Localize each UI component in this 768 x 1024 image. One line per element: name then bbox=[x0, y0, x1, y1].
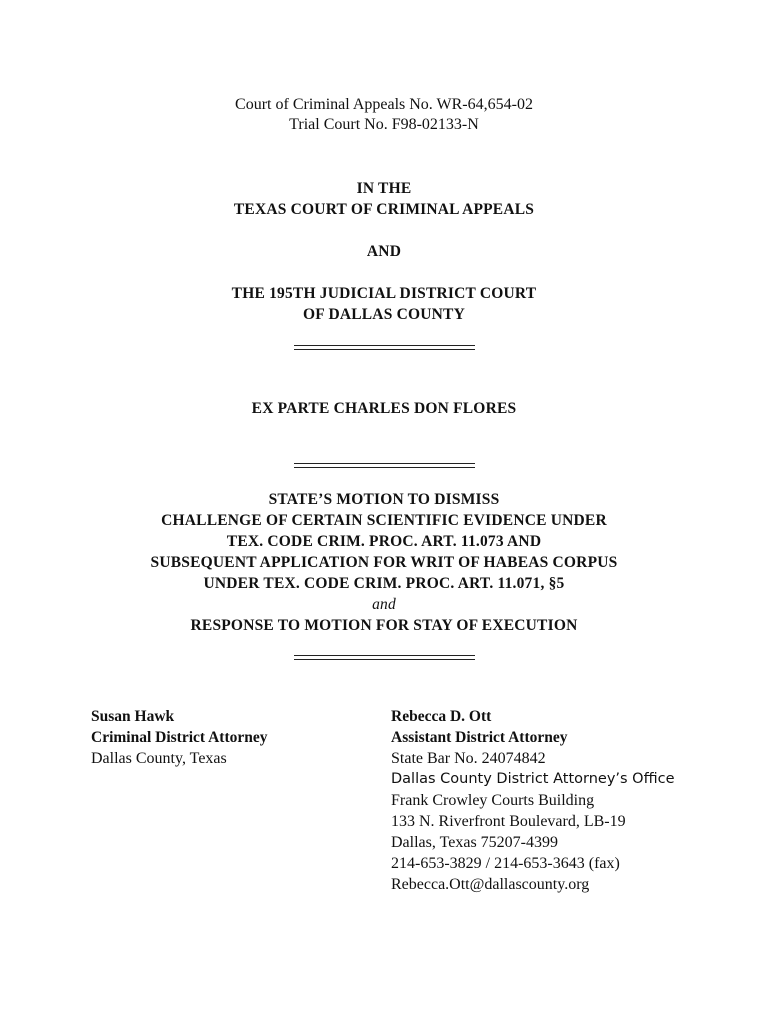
motion-line-3: TEX. CODE CRIM. PROC. ART. 11.073 AND bbox=[226, 533, 542, 550]
court-conjunction: AND bbox=[366, 243, 402, 260]
motion-line-5: UNDER TEX. CODE CRIM. PROC. ART. 11.071, §5 bbox=[203, 575, 565, 592]
motion-line-1: STATE’S MOTION TO DISMISS bbox=[268, 491, 500, 508]
left-attorney-title: Criminal District Attorney bbox=[91, 729, 268, 746]
right-attorney-phone: 214-653-3829 / 214-653-3643 (fax) bbox=[391, 855, 620, 872]
divider-rule-1 bbox=[294, 345, 475, 350]
right-attorney-title: Assistant District Attorney bbox=[391, 729, 568, 746]
right-attorney-email: Rebecca.Ott@dallascounty.org bbox=[391, 876, 590, 893]
right-attorney-office: Dallas County District Attorney’s Office bbox=[391, 771, 675, 787]
right-attorney-street: 133 N. Riverfront Boulevard, LB-19 bbox=[391, 813, 626, 830]
right-attorney-building: Frank Crowley Courts Building bbox=[391, 792, 595, 809]
district-court bbox=[0, 283, 768, 325]
case-title: EX PARTE CHARLES DON FLORES bbox=[251, 400, 517, 417]
case-numbers bbox=[0, 95, 768, 135]
right-attorney-city: Dallas, Texas 75207-4399 bbox=[391, 834, 558, 851]
trial-case-number: Trial Court No. F98-02133-N bbox=[289, 116, 479, 133]
left-attorney-location: Dallas County, Texas bbox=[91, 750, 227, 767]
right-attorney-name: Rebecca D. Ott bbox=[391, 708, 492, 725]
motion-and: and bbox=[372, 596, 396, 613]
motion-line-6: RESPONSE TO MOTION FOR STAY OF EXECUTION bbox=[190, 617, 578, 634]
right-attorney-bar-number: State Bar No. 24074842 bbox=[391, 750, 546, 767]
district-court-line: THE 195TH JUDICIAL DISTRICT COURT bbox=[231, 285, 537, 302]
left-attorney-name: Susan Hawk bbox=[91, 708, 175, 725]
court-line-appeals: TEXAS COURT OF CRIMINAL APPEALS bbox=[233, 201, 535, 218]
court-line-in-the: IN THE bbox=[356, 180, 412, 197]
court-header bbox=[0, 178, 768, 220]
motion-title bbox=[0, 489, 768, 636]
divider-rule-2 bbox=[294, 463, 475, 468]
county-line: OF DALLAS COUNTY bbox=[303, 306, 465, 323]
appeals-case-number: Court of Criminal Appeals No. WR-64,654-02 bbox=[235, 96, 533, 113]
right-attorney-block bbox=[391, 706, 675, 895]
left-attorney-block bbox=[91, 706, 268, 769]
divider-rule-3 bbox=[294, 655, 475, 660]
motion-line-4: SUBSEQUENT APPLICATION FOR WRIT OF HABEAS CORPUS bbox=[150, 554, 618, 571]
motion-line-2: CHALLENGE OF CERTAIN SCIENTIFIC EVIDENCE UNDER bbox=[161, 512, 607, 529]
